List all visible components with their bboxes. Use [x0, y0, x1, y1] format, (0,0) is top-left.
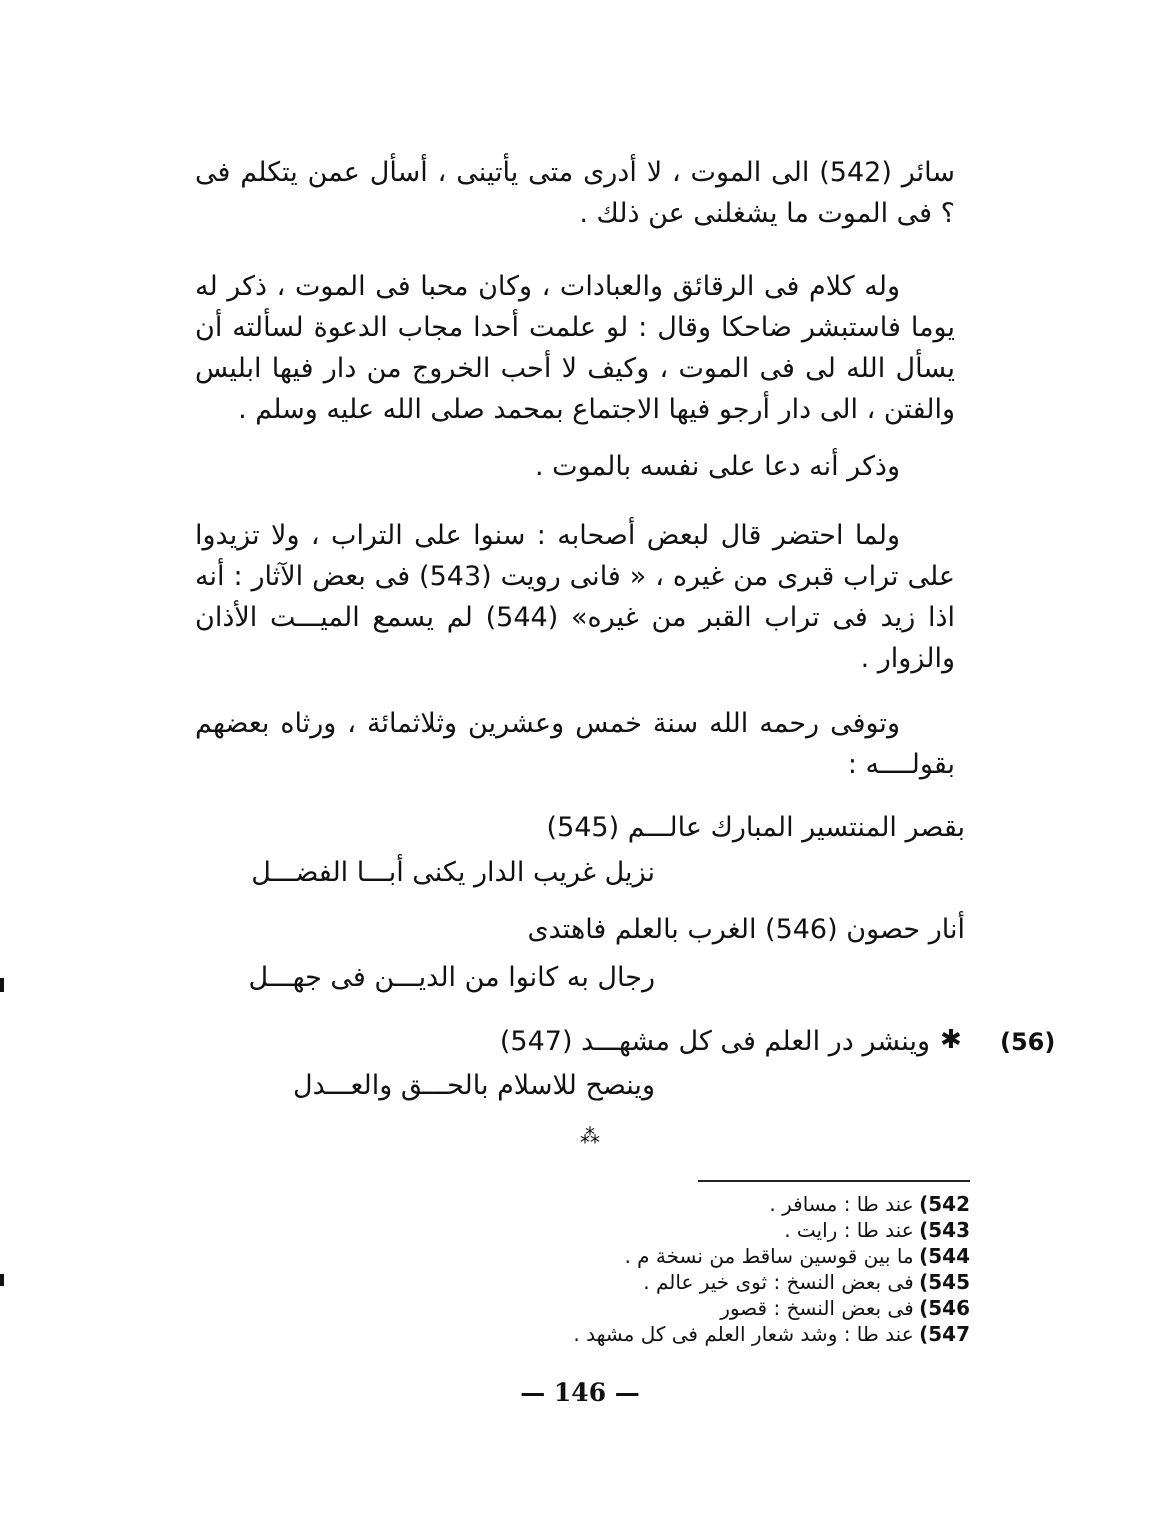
footnote-item [573, 1322, 970, 1348]
footnote-number: 545) [919, 1270, 970, 1294]
footnote-number: 543) [919, 1218, 970, 1242]
poem-verse-1-first: بقصر المنتسير المبارك عالـــم (545) [546, 812, 965, 843]
footnote-text: عند طا : وشد شعار العلم فى كل مشهد . [573, 1322, 914, 1346]
footnote-number: 542) [919, 1192, 970, 1216]
page-number: — 146 — [520, 1378, 640, 1407]
footnote-number: 546) [919, 1296, 970, 1320]
section-separator: ⁂ [580, 1124, 600, 1148]
footnote-divider [698, 1180, 970, 1182]
footnote-number: 547) [919, 1322, 970, 1346]
asterisk-icon: ✱ [940, 1025, 962, 1055]
scan-edge-mark [0, 978, 4, 992]
footnote-text: فى بعض النسخ : ثوى خير عالم . [643, 1270, 914, 1294]
paragraph-2: وله كلام فى الرقائق والعبادات ، وكان محبا فى الموت ، ذكر له يوما فاستبشر ضاحكا وقال : لو علمت أحدا مجاب الدعوة لسألته أن يسأل الله لى فى الموت ، وكيف لا أحب الخروج من دار فيها ابليس والفتن ، الى دار أرجو فيها الاجتماع بمحمد صلى الله عليه وسلم . [195, 271, 955, 425]
footnote-text: عند طا : رايت . [784, 1218, 914, 1242]
poem-verse-1-second: نزيل غريب الدار يكنى أبـــا الفضـــل [251, 857, 655, 888]
footnote-text: فى بعض النسخ : قصور [720, 1296, 914, 1320]
poem-verse-3-second: وينصح للاسلام بالحـــق والعـــدل [292, 1070, 655, 1101]
poem-verse-2-first: أنار حصون (546) الغرب بالعلم فاهتدى [527, 914, 965, 945]
footnote-text: ما بين قوسين ساقط من نسخة م . [624, 1244, 914, 1268]
footnote-item [784, 1218, 970, 1244]
poem-verse-2-second: رجال به كانوا من الديـــن فى جهـــل [248, 962, 655, 993]
paragraph-5: وتوفى رحمه الله سنة خمس وعشرين وثلاثمائة ، ورثاه بعضهم بقولــــه : [195, 708, 955, 780]
footnote-text: عند طا : مسافر . [769, 1192, 914, 1216]
footnote-number: 544) [919, 1244, 970, 1268]
paragraph-4: ولما احتضر قال لبعض أصحابه : سنوا على التراب ، ولا تزيدوا على تراب قبرى من غيره ، « فانى رويت (543) فى بعض الآثار : أنه اذا زيد فى تراب القبر من غيره» (544) لم يسمع الميـــت الأذان والزوار . [195, 520, 956, 674]
page-marker: (56) [1000, 1028, 1056, 1056]
footnote-item [720, 1296, 970, 1322]
scan-edge-mark [0, 1274, 4, 1286]
poem-verse-3-first: وينشر در العلم فى كل مشهـــد (547) [499, 1026, 930, 1057]
footnote-item [769, 1192, 970, 1218]
footnote-item [643, 1270, 970, 1296]
footnote-item [624, 1244, 970, 1270]
paragraph-3: وذكر أنه دعا على نفسه بالموت . [535, 451, 900, 482]
paragraph-1: سائر (542) الى الموت ، لا أدرى متى يأتينى ، أسأل عمن يتكلم فى ؟ فى الموت ما يشغلنى عن ذلك . [195, 157, 955, 229]
